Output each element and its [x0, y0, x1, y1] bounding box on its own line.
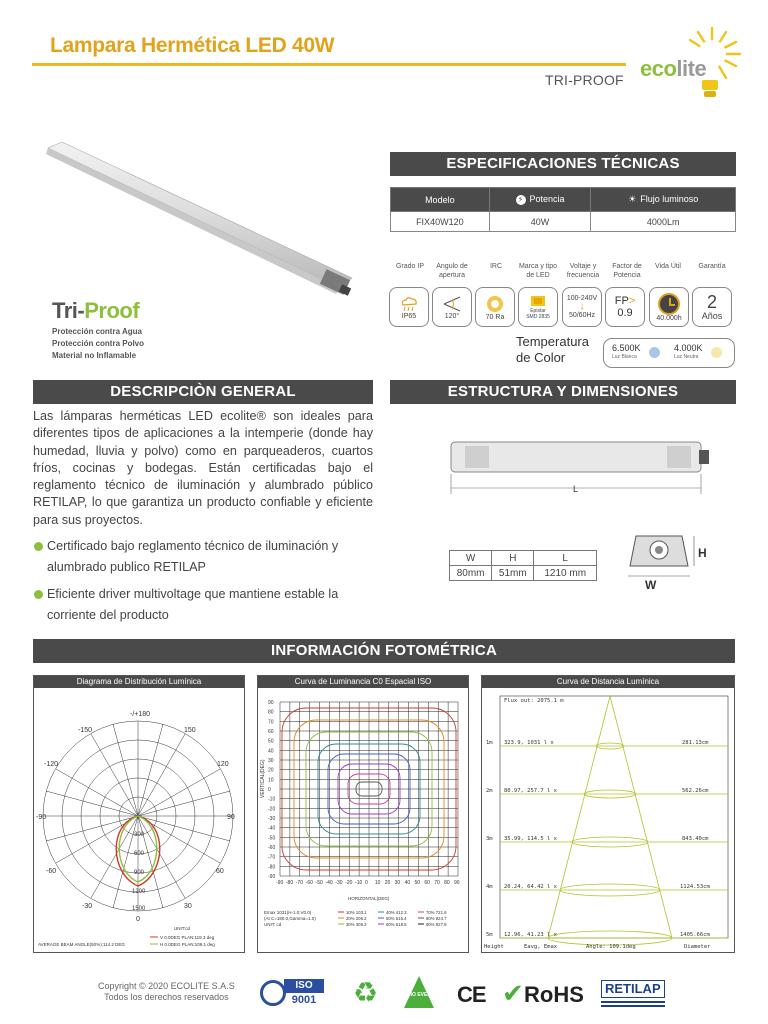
y-tick-label: 50 — [268, 738, 274, 745]
bio-ever-logo: BIO EVER — [404, 976, 434, 1008]
attr-life: Vida Útil — [655, 263, 681, 270]
svg-text:VERTICAL(DEG): VERTICAL(DEG) — [260, 759, 266, 798]
svg-text:-/+180: -/+180 — [130, 711, 151, 718]
svg-text:AVERAGE BEAM ANGLE(50%):114.2: AVERAGE BEAM ANGLE(50%):114.2 DEG — [38, 942, 125, 947]
svg-text:12.96, 41.23 l x: 12.96, 41.23 l x — [504, 932, 557, 938]
svg-text:600: 600 — [134, 851, 145, 857]
side-view-drawing — [445, 436, 715, 504]
angle-box: 120° — [432, 287, 472, 327]
brand-logo: ecolite — [640, 56, 707, 81]
svg-text:-150: -150 — [78, 727, 93, 734]
attr-voltage: Voltaje y frecuencia — [566, 263, 600, 279]
y-tick-label: -90 — [268, 874, 276, 880]
y-tick-label: 80 — [268, 709, 274, 716]
iso-luminance-chart — [258, 688, 468, 952]
attr-warranty: Garantía — [698, 263, 726, 270]
model-value: FIX40W120 — [391, 212, 490, 232]
svg-text:-60: -60 — [46, 868, 57, 875]
led-chip-icon — [528, 294, 548, 308]
svg-text:0: 0 — [136, 916, 140, 923]
end-view-drawing — [622, 528, 702, 584]
svg-text:Eavg, Emax: Eavg, Emax — [524, 944, 558, 950]
product-features — [52, 326, 144, 362]
svg-text:-120: -120 — [44, 761, 59, 768]
color-temp-box: 6.500K Luz Blanca 4.000K Luz Neutra — [603, 338, 735, 368]
svg-text:(At C=180.0,Gamma=1.0): (At C=180.0,Gamma=1.0) — [264, 916, 316, 921]
svg-text:80% 824.7: 80% 824.7 — [426, 916, 447, 921]
svg-text:10% 103.1: 10% 103.1 — [346, 910, 367, 915]
y-tick-label: 0 — [268, 787, 271, 793]
y-tick-label: 40 — [268, 748, 274, 755]
height-label: H — [698, 546, 707, 560]
attr-ip: Grado IP — [395, 263, 424, 270]
bullet-item: Certificado bajo reglamento técnico de iluminación y alumbrado publico RETILAP — [33, 536, 373, 578]
svg-text:UNIT:cd: UNIT:cd — [174, 926, 191, 931]
distance-curve-chart — [482, 688, 734, 952]
x-tick-label: 20 — [384, 880, 391, 886]
x-tick-label: -40 — [325, 880, 333, 886]
photometric-heading: INFORMACIÓN FOTOMÉTRICA — [33, 639, 735, 663]
power-icon: ⚡ — [516, 195, 526, 205]
specs-heading: ESPECIFICACIONES TÉCNICAS — [390, 152, 736, 176]
svg-text:843.40cm: 843.40cm — [682, 836, 709, 842]
check-icon: ✔ — [502, 978, 524, 1008]
dim-header-h: H — [492, 551, 534, 566]
svg-text:Emax 1031(H-1.0,V0.0): Emax 1031(H-1.0,V0.0) — [264, 910, 312, 915]
y-tick-label: -50 — [268, 835, 276, 842]
svg-text:90% 927.8: 90% 927.8 — [426, 922, 447, 927]
x-tick-label: -10 — [355, 880, 363, 886]
col-power: ⚡ Potencia — [489, 188, 591, 212]
x-tick-label: 50 — [414, 880, 421, 886]
y-tick-label: 30 — [268, 758, 274, 764]
svg-text:30: 30 — [184, 903, 192, 910]
svg-text:Angle: 109.1deg: Angle: 109.1deg — [586, 944, 636, 950]
svg-text:H 0.0DEG PLAN:109.1 deg: H 0.0DEG PLAN:109.1 deg — [160, 942, 215, 947]
y-tick-label: 90 — [268, 700, 274, 706]
svg-text:30% 309.3: 30% 309.3 — [346, 922, 367, 927]
ip-box: IP65 — [389, 287, 429, 327]
svg-text:60% 618.5: 60% 618.5 — [386, 922, 407, 927]
arrow-down-icon: ↓ — [579, 301, 585, 312]
rohs-logo: ✔ RoHS — [502, 978, 584, 1008]
attr-pf: Factor de Potencia — [612, 263, 642, 279]
led-box: Epistar SMD 2835 — [518, 287, 558, 327]
dim-header-l: L — [534, 551, 597, 566]
svg-text:3m: 3m — [486, 836, 493, 842]
svg-text:900: 900 — [134, 870, 145, 876]
product-name: Tri-Proof — [52, 298, 140, 323]
col-flux: ☀ Flujo luminoso — [591, 188, 736, 212]
svg-text:80.97, 257.7 l x: 80.97, 257.7 l x — [504, 788, 557, 794]
y-tick-label: 60 — [268, 729, 274, 735]
x-tick-label: -60 — [305, 880, 313, 886]
svg-text:50% 515.4: 50% 515.4 — [386, 916, 407, 921]
svg-text:20.24, 64.42 l x: 20.24, 64.42 l x — [504, 884, 557, 890]
col-model: Modelo — [391, 188, 490, 212]
attr-led: Marca y tipo de LED — [518, 263, 558, 279]
bulb-icon: ☀ — [628, 194, 637, 204]
neutral-white-swatch — [711, 347, 722, 358]
page-title: Lampara Hermética LED 40W — [50, 34, 335, 57]
y-tick-label: -30 — [268, 816, 276, 822]
y-tick-label: -80 — [268, 864, 276, 871]
svg-text:Diameter: Diameter — [684, 944, 711, 950]
x-tick-label: -80 — [285, 880, 294, 886]
specs-table — [390, 187, 736, 232]
clock-icon — [658, 293, 680, 315]
svg-text:1405.66cm: 1405.66cm — [680, 932, 710, 938]
svg-text:5m: 5m — [486, 932, 493, 938]
svg-text:-30: -30 — [82, 903, 93, 910]
x-tick-label: -90 — [276, 880, 284, 886]
x-tick-label: 10 — [374, 880, 381, 886]
attr-angle: Angulo de apertura — [436, 263, 468, 279]
x-tick-label: 0 — [365, 880, 368, 886]
svg-text:1m: 1m — [486, 740, 493, 746]
polar-diagram-panel — [33, 675, 245, 953]
feature-item: Protección contra Polvo — [52, 339, 145, 348]
product-image — [40, 142, 355, 302]
svg-text:120: 120 — [217, 761, 229, 768]
dim-value-h: 51mm — [492, 566, 534, 581]
pf-box: FP> 0.9 — [605, 287, 645, 327]
svg-text:2m: 2m — [486, 788, 493, 794]
length-label: L — [573, 484, 579, 494]
y-tick-label: -70 — [268, 854, 276, 861]
svg-text:70% 721.6: 70% 721.6 — [426, 910, 447, 915]
y-tick-label: 70 — [268, 719, 274, 726]
description-body: Las lámparas herméticas LED ecolite® son ideales para diferentes tipos de aplicaciones a la intemperie (donde hay humedad, lluvia y polvo) como en parqueaderos, cuartos fríos, cocinas y bodegas. Están certificadas bajo el reglamento técnico de iluminación y alumbrado público RETILAP, lo que garantiza un producto confiable y eficiente para sus proyectos. — [33, 409, 373, 527]
x-tick-label: 80 — [444, 880, 450, 886]
x-tick-label: -30 — [335, 880, 343, 886]
ce-mark: CE — [457, 982, 486, 1007]
svg-text:Flux out: 2075.1 m: Flux out: 2075.1 m — [504, 698, 564, 704]
feature-item: Material no Inflamable — [52, 351, 137, 360]
x-tick-label: -50 — [315, 880, 323, 886]
dim-value-l: 1210 mm — [534, 566, 597, 581]
svg-text:281.13cm: 281.13cm — [682, 740, 709, 746]
svg-text:60: 60 — [216, 868, 224, 875]
description-bullets — [33, 536, 373, 632]
svg-text:20% 206.2: 20% 206.2 — [346, 916, 367, 921]
x-tick-label: -70 — [295, 880, 304, 886]
y-tick-label: 20 — [268, 767, 274, 774]
svg-text:UNIT: cd: UNIT: cd — [264, 922, 282, 927]
retilap-logo: RETILAP — [601, 980, 667, 1006]
svg-text:323.9, 1031 l x: 323.9, 1031 l x — [504, 740, 554, 746]
y-tick-label: -40 — [268, 825, 276, 832]
svg-text:1124.53cm: 1124.53cm — [680, 884, 710, 890]
y-tick-label: 10 — [268, 777, 274, 784]
structure-heading: ESTRUCTURA Y DIMENSIONES — [390, 380, 736, 404]
copyright: Copyright © 2020 ECOLITE S.A.S Todos los derechos reservados — [98, 981, 235, 1002]
y-tick-label: -20 — [268, 806, 276, 813]
x-tick-label: 60 — [424, 880, 430, 886]
dim-header-w: W — [450, 551, 492, 566]
irc-icon — [484, 294, 506, 314]
feature-item: Protección contra Agua — [52, 327, 142, 336]
title-underline — [32, 63, 626, 66]
life-box: 40.000h — [649, 287, 689, 327]
x-tick-label: 90 — [454, 880, 460, 886]
x-tick-label: 40 — [404, 880, 411, 886]
irc-box: 70 Ra — [475, 287, 515, 327]
warranty-box: 2 Años — [692, 287, 732, 327]
y-tick-label: -10 — [268, 796, 276, 803]
voltage-box: 100-240V ↓ 50/60Hz — [562, 287, 602, 327]
svg-text:562.26cm: 562.26cm — [682, 788, 709, 794]
iso-9001-logo: ISO 9001 — [260, 976, 326, 1010]
svg-text:90: 90 — [227, 814, 235, 821]
rain-cloud-icon — [398, 295, 420, 313]
power-value: 40W — [489, 212, 591, 232]
distance-curve-panel — [481, 675, 735, 953]
page-subtitle: TRI-PROOF — [545, 72, 624, 88]
bullet-item: Eficiente driver multivoltage que mantiene estable la corriente del producto — [33, 584, 373, 626]
svg-text:300: 300 — [134, 832, 145, 838]
polar-diagram — [34, 688, 244, 952]
angle-icon — [440, 295, 464, 313]
panel-title: Curva de Luminancia C0 Espacial ISO — [258, 676, 468, 688]
description-heading: DESCRIPCIÒN GENERAL — [33, 380, 373, 404]
flux-value: 4000Lm — [591, 212, 736, 232]
width-label: W — [645, 578, 657, 592]
color-temp-label: Temperatura de Color — [516, 334, 589, 365]
svg-text:35.99, 114.5 l x: 35.99, 114.5 l x — [504, 836, 557, 842]
svg-text:HORIZONTAL(DEG): HORIZONTAL(DEG) — [348, 896, 390, 901]
svg-text:-90: -90 — [36, 814, 47, 821]
svg-text:1500: 1500 — [132, 906, 146, 912]
dim-value-w: 80mm — [450, 566, 492, 581]
svg-text:4m: 4m — [486, 884, 493, 890]
cool-white-swatch — [649, 347, 660, 358]
dimensions-table — [449, 550, 597, 581]
x-tick-label: -20 — [345, 880, 353, 886]
recycle-icon: ♻ — [353, 977, 379, 1008]
panel-title: Diagrama de Distribución Lumínica — [34, 676, 244, 688]
x-tick-label: 30 — [394, 880, 401, 886]
x-tick-label: 70 — [434, 880, 440, 886]
y-tick-label: -60 — [268, 845, 276, 851]
svg-text:1200: 1200 — [132, 889, 146, 895]
svg-text:150: 150 — [184, 727, 196, 734]
panel-title: Curva de Distancia Lumínica — [482, 676, 734, 688]
svg-text:Height: Height — [484, 944, 504, 950]
svg-text:40% 412.3: 40% 412.3 — [386, 910, 407, 915]
svg-text:V 0.0DEG PLAN:119.3 deg: V 0.0DEG PLAN:119.3 deg — [160, 935, 215, 940]
iso-luminance-panel — [257, 675, 469, 953]
attr-irc: IRC — [489, 263, 503, 270]
